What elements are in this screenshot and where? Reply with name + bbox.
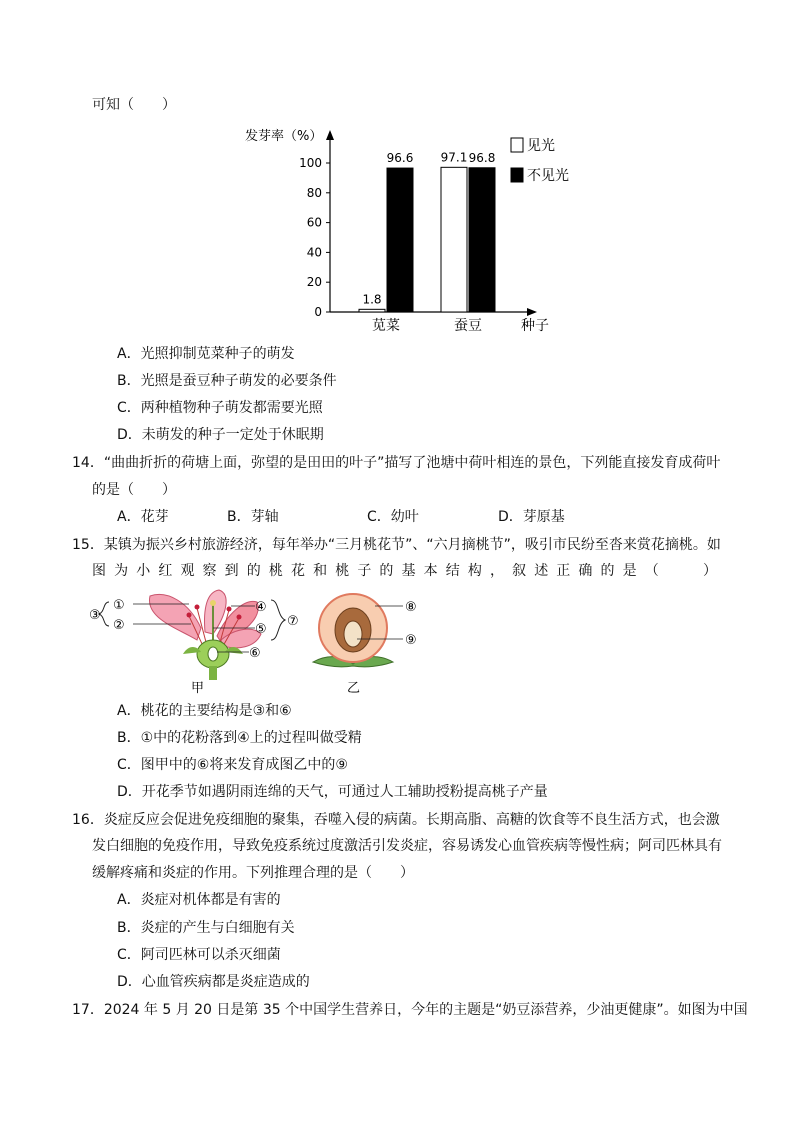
q15-line2-char: 结 [445,563,460,579]
q15-line2-char: 构 [467,563,482,579]
q13-option-a[interactable]: A．光照抑制苋菜种子的萌发 [117,346,295,362]
q15-line2-char: 察 [202,563,217,579]
question-15-line2 [92,561,717,581]
q15-line2-char: 的 [246,563,261,579]
peach-flower-icon [149,590,261,680]
q16-option-c[interactable]: C．阿司匹林可以杀灭细菌 [117,947,281,963]
q15-line2-char: 子 [357,563,372,579]
q15-line2-char: 小 [136,563,151,579]
question-16-line2: 发白细胞的免疫作用，导致免疫系统过度激活引发炎症，容易诱发心血管疾病等慢性病；阿司匹林具有 [92,838,722,854]
legend-label: 不见光 [527,168,569,184]
q15-line2-char: 基 [401,563,416,579]
q15-line2-char: 观 [180,563,195,579]
q16-option-b[interactable]: B．炎症的产生与白细胞有关 [117,920,295,936]
q13-option-d[interactable]: D．未萌发的种子一定处于休眠期 [117,427,324,443]
q15-line2-char: 述 [534,563,549,579]
bar-value-label: 1.8 [362,292,382,307]
peach-structure-figure [85,588,430,698]
x-axis-label: 种子 [521,318,549,334]
q15-line2-char: （ [644,563,659,579]
q15-line2-char: ） [702,563,717,579]
bar-1-1 [469,168,495,312]
q15-line2-char: 正 [556,563,571,579]
q15-option-a[interactable]: A．桃花的主要结构是③和⑥ [117,703,292,719]
q15-line2-char: 到 [224,563,239,579]
category-label: 蚕豆 [454,318,482,334]
marker-8: ⑧ [405,600,417,615]
q15-line2-char: 桃 [335,563,350,579]
bar-value-label: 97.1 [440,150,468,165]
q15-option-b[interactable]: B．①中的花粉落到④上的过程叫做受精 [117,730,362,746]
question-16-line3: 缓解疼痛和炎症的作用。下列推理合理的是（ ） [92,865,414,881]
question-16-line1: 16．炎症反应会促进免疫细胞的聚集，吞噬入侵的病菌。长期高脂、高糖的饮食等不良生活方式，也会激 [72,812,720,828]
question-14-line1: 14．“曲曲折折的荷塘上面，弥望的是田田的叶子”描写了池塘中荷叶相连的景色，下列能直接发育成荷叶 [72,455,721,471]
q15-option-c[interactable]: C．图甲中的⑥将来发育成图乙中的⑨ [117,757,348,773]
marker-1: ① [113,598,125,613]
q15-line2-char: 桃 [268,563,283,579]
marker-4: ④ [255,600,267,615]
marker-6: ⑥ [249,646,261,661]
peach-fruit-icon [313,594,393,667]
legend-swatch [511,138,523,152]
q15-option-d[interactable]: D．开花季节如遇阴雨连绵的天气，可通过人工辅助授粉提高桃子产量 [117,784,548,800]
y-tick-label: 100 [299,156,322,170]
q15-line2-char: 是 [622,563,637,579]
q14-option-b[interactable]: B．芽轴 [227,509,279,525]
germination-chart [235,120,575,338]
q15-line2-char: 的 [379,563,394,579]
q16-option-d[interactable]: D．心血管疾病都是炎症造成的 [117,974,310,990]
question-14-line2: 的是（ ） [92,482,176,498]
q14-option-d[interactable]: D．芽原基 [498,509,565,525]
q15-line2-char: 的 [600,563,615,579]
y-tick-label: 80 [306,185,322,200]
q15-line2-char: 确 [578,563,593,579]
y-tick-label: 40 [306,245,322,260]
y-tick-label: 20 [306,275,322,290]
bar-1-0 [441,167,467,312]
legend-swatch [511,168,523,182]
q15-line2-char: 红 [158,563,173,579]
category-label: 苋菜 [372,318,400,334]
q15-line2-char: 本 [423,563,438,579]
q15-line2-char: 叙 [512,563,527,579]
bar-value-label: 96.8 [468,150,496,165]
marker-3: ③ [89,608,101,623]
marker-5: ⑤ [255,622,267,637]
q15-line2-char: ， [489,563,504,579]
y-tick-label: 60 [306,215,322,230]
y-axis-arrow [326,130,334,140]
y-tick-label: 0 [314,305,322,319]
marker-2: ② [113,618,125,633]
y-axis-label: 发芽率（%） [245,129,323,144]
figure-label-yi: 乙 [347,681,361,696]
q15-line2-char: 为 [114,563,129,579]
marker-7: ⑦ [287,614,299,629]
bar-0-0 [359,309,385,312]
figure-label-jia: 甲 [191,681,205,696]
bar-0-1 [387,168,413,312]
legend-label: 见光 [527,138,555,154]
q13-option-c[interactable]: C．两种植物种子萌发都需要光照 [117,400,323,416]
q15-line2-char: 和 [313,563,328,579]
question-15-line1: 15．某镇为振兴乡村旅游经济，每年举办“三月桃花节”、“六月摘桃节”，吸引市民纷至沓来赏花摘桃。如 [72,537,721,553]
question-13-stem: 可知（ ） [92,97,176,113]
q14-option-c[interactable]: C．幼叶 [367,509,419,525]
q15-line2-char: 花 [290,563,305,579]
bar-value-label: 96.6 [386,151,414,166]
x-axis-arrow [527,308,537,316]
question-17-line1: 17．2024 年 5 月 20 日是第 35 个中国学生营养日，今年的主题是“奶豆添营养，少油更健康”。如图为中国 [72,1002,748,1018]
q13-option-b[interactable]: B．光照是蚕豆种子萌发的必要条件 [117,373,337,389]
marker-9: ⑨ [405,633,417,648]
q15-line2-char: 图 [92,563,106,579]
q16-option-a[interactable]: A．炎症对机体都是有害的 [117,892,281,908]
q15-line2-char [667,561,695,581]
q14-option-a[interactable]: A．花芽 [117,509,169,525]
